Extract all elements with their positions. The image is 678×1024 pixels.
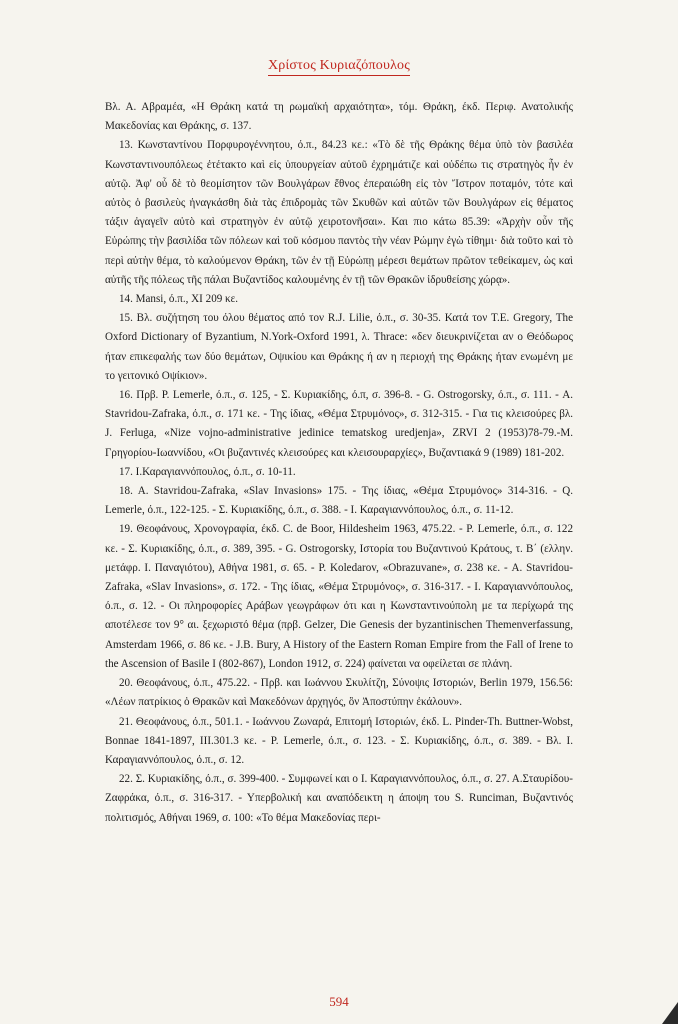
note-20: 20. Θεοφάνους, ό.π., 475.22. - Πρβ. και Ιωάννου Σκυλίτζη, Σύνοψις Ιστοριών, Berlin 1979, 156.56: «Λέων πατρίκιος ὁ Θρακῶν καὶ Μακεδόνων ἀρχηγός, ὃν Ἀποστύπην ἐκάλουν». [105,677,573,709]
note-21: 21. Θεοφάνους, ό.π., 501.1. - Ιωάννου Ζωναρά, Επιτομή Ιστοριών, έκδ. L. Pinder-Th. Buttner-Wobst, Bonnae 1841-1897, III.301.3 κε. - P. Lemerle, ό.π., σ. 123. - Σ. Κυριακίδης, ό.π., σ. 389. - Βλ. Ι. Καραγιαννόπουλος, ό.π., σ. 12. [105,715,573,766]
note-18: 18. A. Stavridou-Zafraka, «Slav Invasions» 175. - Της ίδιας, «Θέμα Στρυμόνος» 314-316. - Q. Lemerle, ό.π., 122-125. - Σ. Κυριακίδης, ό.π., σ. 388. - Ι. Καραγιαννόπουλος, ό.π., σ. 11-12. [105,485,573,517]
running-head [0,58,678,74]
note-16: 16. Πρβ. P. Lemerle, ό.π., σ. 125, - Σ. Κυριακίδης, ό.π, σ. 396-8. - G. Ostrogorsky, ό.π., σ. 111. - A. Stavridou-Zafraka, ό.π., σ. 171 κε. - Της ίδιας, «Θέμα Στρυμόνος», σ. 312-315. - Για τις κλεισούρες βλ. J. Ferluga, «Nize vojno-administrative jedinice tematskog uredjenja», ZRVI 2 (1953)78-79.-Μ. Γρηγορίου-Ιωαννίδου, «Οι βυζαντινές κλεισούρες και κλεισουραρχίες», Βυζαντιακά 9 (1989) 181-202. [105,389,573,459]
note-19: 19. Θεοφάνους, Χρονογραφία, έκδ. C. de Boor, Hildesheim 1963, 475.22. - P. Lemerle, ό.π., σ. 122 κε. - Σ. Κυριακίδης, ό.π., σ. 389, 395. - G. Ostrogorsky, Ιστορία του Βυζαντινού Κράτους, τ. Β΄ (ελλην. μετάφρ. Ι. Παναγιότου), Αθήνα 1981, σ. 65. - P. Koledarov, «Obrazuvane», σ. 238 κε. - A. Stavridou-Zafraka, «Slav Invasions», σ. 172. - Της ίδιας, «Θέμα Στρυμόνος», σ. 316-317. - Ι. Καραγιαννόπουλος, ό.π., σ. 12. - Οι πληροφορίες Αράβων γεωγράφων ότι και η Κωνσταντινούπολη με τα περίχωρά της αποτέλεσε τον 9° αι. ξεχωριστό θέμα (πρβ. Gelzer, Die Genesis der byzantinischen Themenverfassung, Amsterdam 1966, σ. 86 κε. - J.B. Bury, A History of the Eastern Roman Empire from the Fall of Irene to the Ascension of Basile I (802-867), London 1912, σ. 224) φαίνεται να οφείλεται σε πλάνη. [105,523,573,670]
note-17: 17. Ι.Καραγιαννόπουλος, ό.π., σ. 10-11. [119,465,296,478]
running-head-text: Χρίστος Κυριαζόπουλος [268,58,410,76]
page-corner-mark [662,1002,678,1024]
note-13: 13. Κωνσταντίνου Πορφυρογέννητου, ό.π., 84.23 κε.: «Τὸ δὲ τῆς Θράκης θέμα ὑπὸ τὸν βασιλέα Κωνσταντινουπόλεως ἐτέτακτο καὶ εἰς ὑπουργείαν αὐτοῦ ἐχρημάτιζε καὶ οὐδέπω τις στρατηγὸς ἦν ἐν αὐτῷ. Ἀφ' οὗ δὲ τὸ θεομίσητον τῶν Βουλγάρων ἔθνος ἐπεραιώθη εἰς τὸν Ἴστρον ποταμόν, τότε καὶ αὐτὸς ὁ βασιλεὺς ἠναγκάσθη διὰ τὰς ἐπιδρομὰς τῶν Σκυθῶν καὶ αὐτῶν τῶν Βουλγάρων εἰς θέματος τάξιν ἀγαγεῖν αὐτὸ καὶ στρατηγὸν ἐν αὐτῷ χειροτονῆσαι». Και πιο κάτω 85.39: «Ἀρχὴν οὖν τῆς Εὐρώπης τὴν βασιλίδα τῶν πόλεων καὶ τοῦ κόσμου παντὸς τὴν νέαν Ρώμην ἐγὼ τίθημι· διὰ τοῦτο καὶ τὸ περὶ αὐτὴν θέμα, τὸ καλούμενον Θράκη, τῶν ἐν τῇ Εὐρώπῃ μέρεσι θεμάτων πρῶτον τεθείκαμεν, ὡς καὶ αὐτῆς τῆς πόλεως τῆς πάλαι Βυζαντίδος καλουμένης ἐν τῇ τῶν Θρακῶν ἱδρυθείσης χώρᾳ». [105,139,573,286]
note-continuation: Βλ. Α. Αβραμέα, «Η Θράκη κατά τη ρωμαϊκή αρχαιότητα», τόμ. Θράκη, έκδ. Περιφ. Ανατολικής Μακεδονίας και Θράκης, σ. 137. [105,101,573,133]
footnotes [105,98,573,828]
note-15: 15. Βλ. συζήτηση του όλου θέματος από τον R.J. Lilie, ό.π., σ. 30-35. Κατά τον T.E. Gregory, The Oxford Dictionary of Byzantium, N.York-Oxford 1991, λ. Thrace: «δεν διευκρινίζεται αν ο Θεόδωρος ήταν επικεφαλής των δύο θεμάτων, Οψικίου και Θράκης ή αν η περιοχή της Θράκης ήταν ενωμένη με το γειτονικό Οψίκιον». [105,312,573,382]
page-number: 594 [329,994,349,1009]
note-14: 14. Mansi, ό.π., XI 209 κε. [119,293,239,306]
note-22: 22. Σ. Κυριακίδης, ό.π., σ. 399-400. - Συμφωνεί και ο Ι. Καραγιαννόπουλος, ό.π., σ. 27. Α.Σταυρίδου-Ζαφράκα, ό.π., σ. 316-317. - Υπερβολική και αναπόδεικτη η άποψη του S. Runciman, Βυζαντινός πολιτισμός, Αθήναι 1969, σ. 100: «Το θέμα Μακεδονίας περι- [105,773,573,824]
